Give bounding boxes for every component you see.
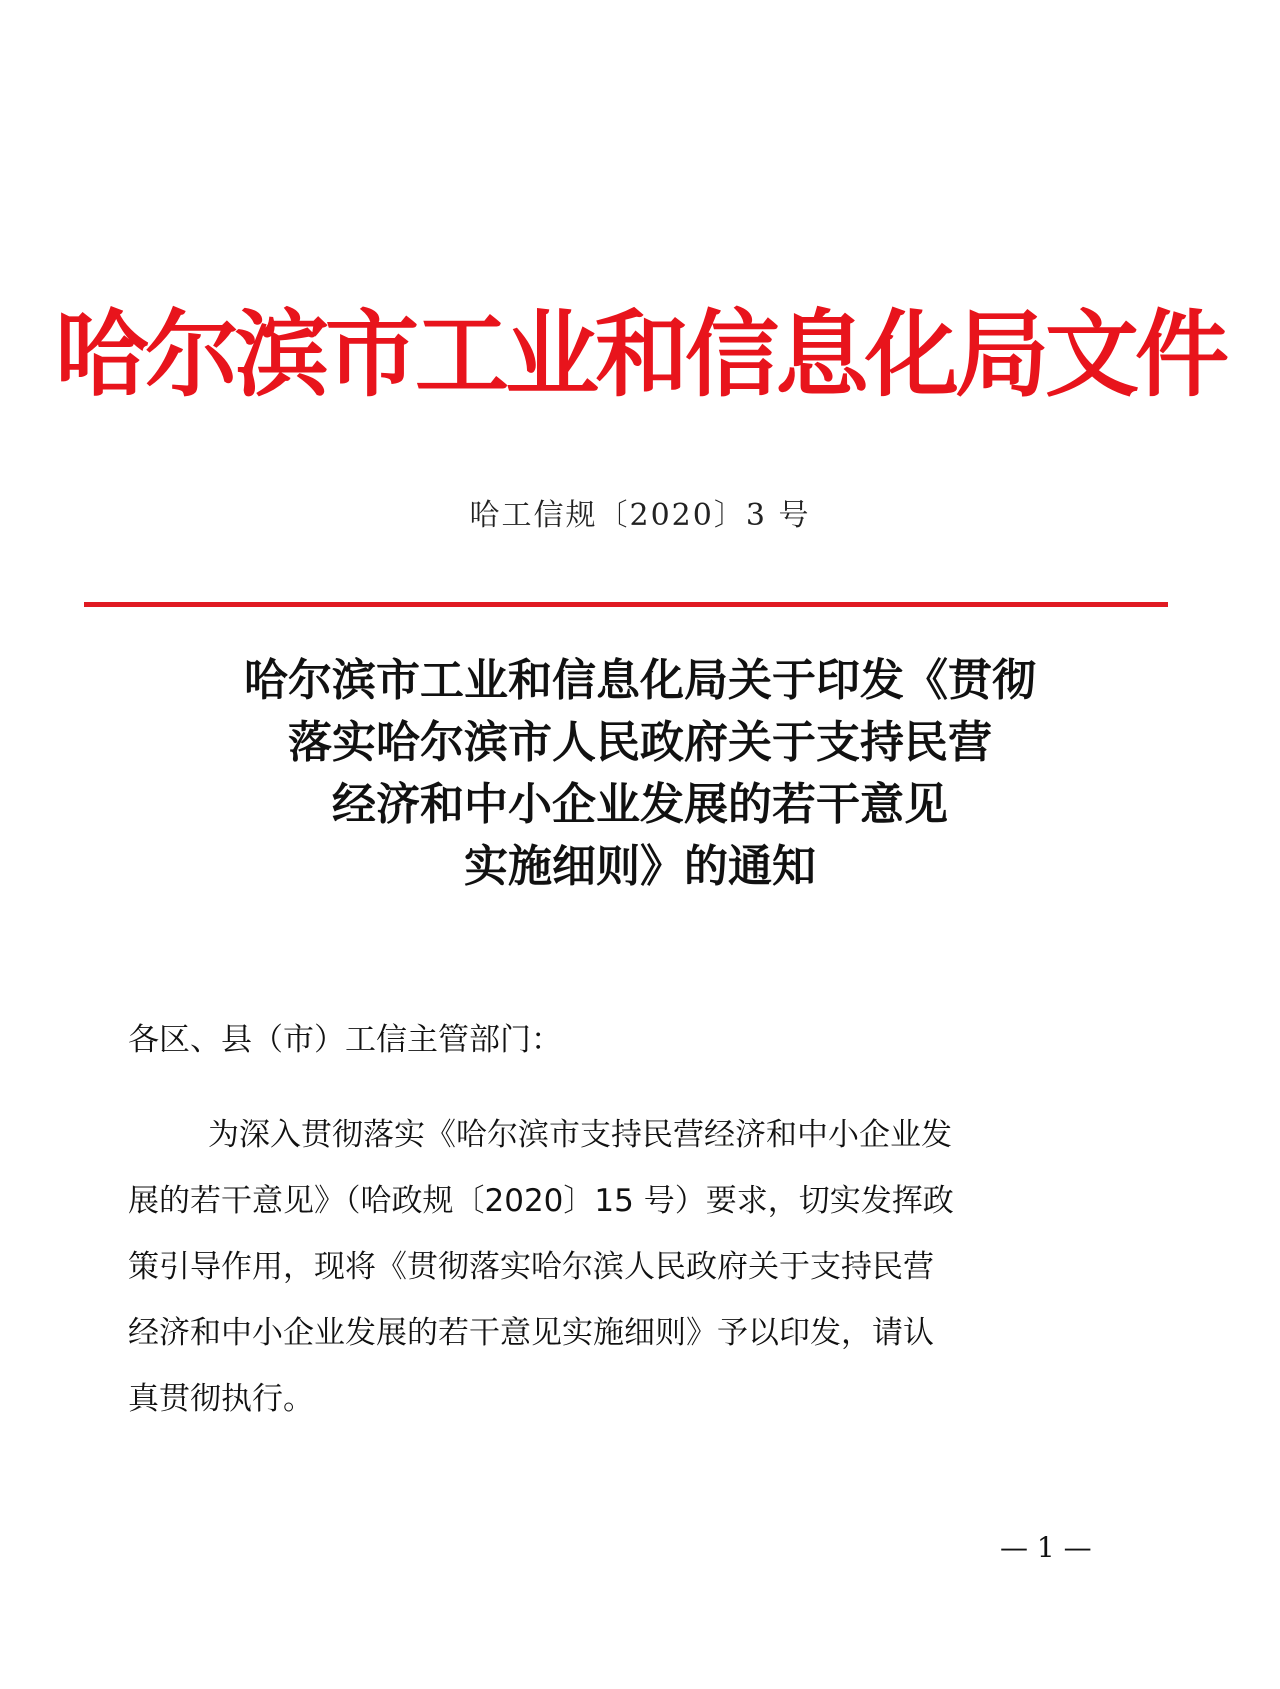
body-line: 经济和中小企业发展的若干意见实施细则》予以印发，请认 (128, 1315, 934, 1351)
body-paragraph (128, 1102, 1148, 1432)
title-line: 实施细则》的通知 (464, 841, 816, 892)
body-line: 展的若干意见》（哈政规〔2020〕15 号）要求，切实发挥政 (128, 1183, 954, 1219)
salutation: 各区、县（市）工信主管部门： (128, 1022, 562, 1058)
body-line: 真贯彻执行。 (128, 1381, 314, 1417)
body-line: 为深入贯彻落实《哈尔滨市支持民营经济和中小企业发 (208, 1117, 952, 1153)
title-line: 哈尔滨市工业和信息化局关于印发《贯彻 (244, 655, 1036, 706)
page-number: — 1 — (1000, 1531, 1092, 1564)
document-title (100, 650, 1180, 898)
document-number: 哈工信规〔2020〕3 号 (469, 498, 811, 533)
title-line: 经济和中小企业发展的若干意见 (332, 779, 948, 830)
document-masthead: 哈尔滨市工业和信息化局文件 (54, 300, 1225, 410)
body-line: 策引导作用，现将《贯彻落实哈尔滨人民政府关于支持民营 (128, 1249, 934, 1285)
red-separator-rule (84, 602, 1168, 607)
title-line: 落实哈尔滨市人民政府关于支持民营 (288, 717, 992, 768)
